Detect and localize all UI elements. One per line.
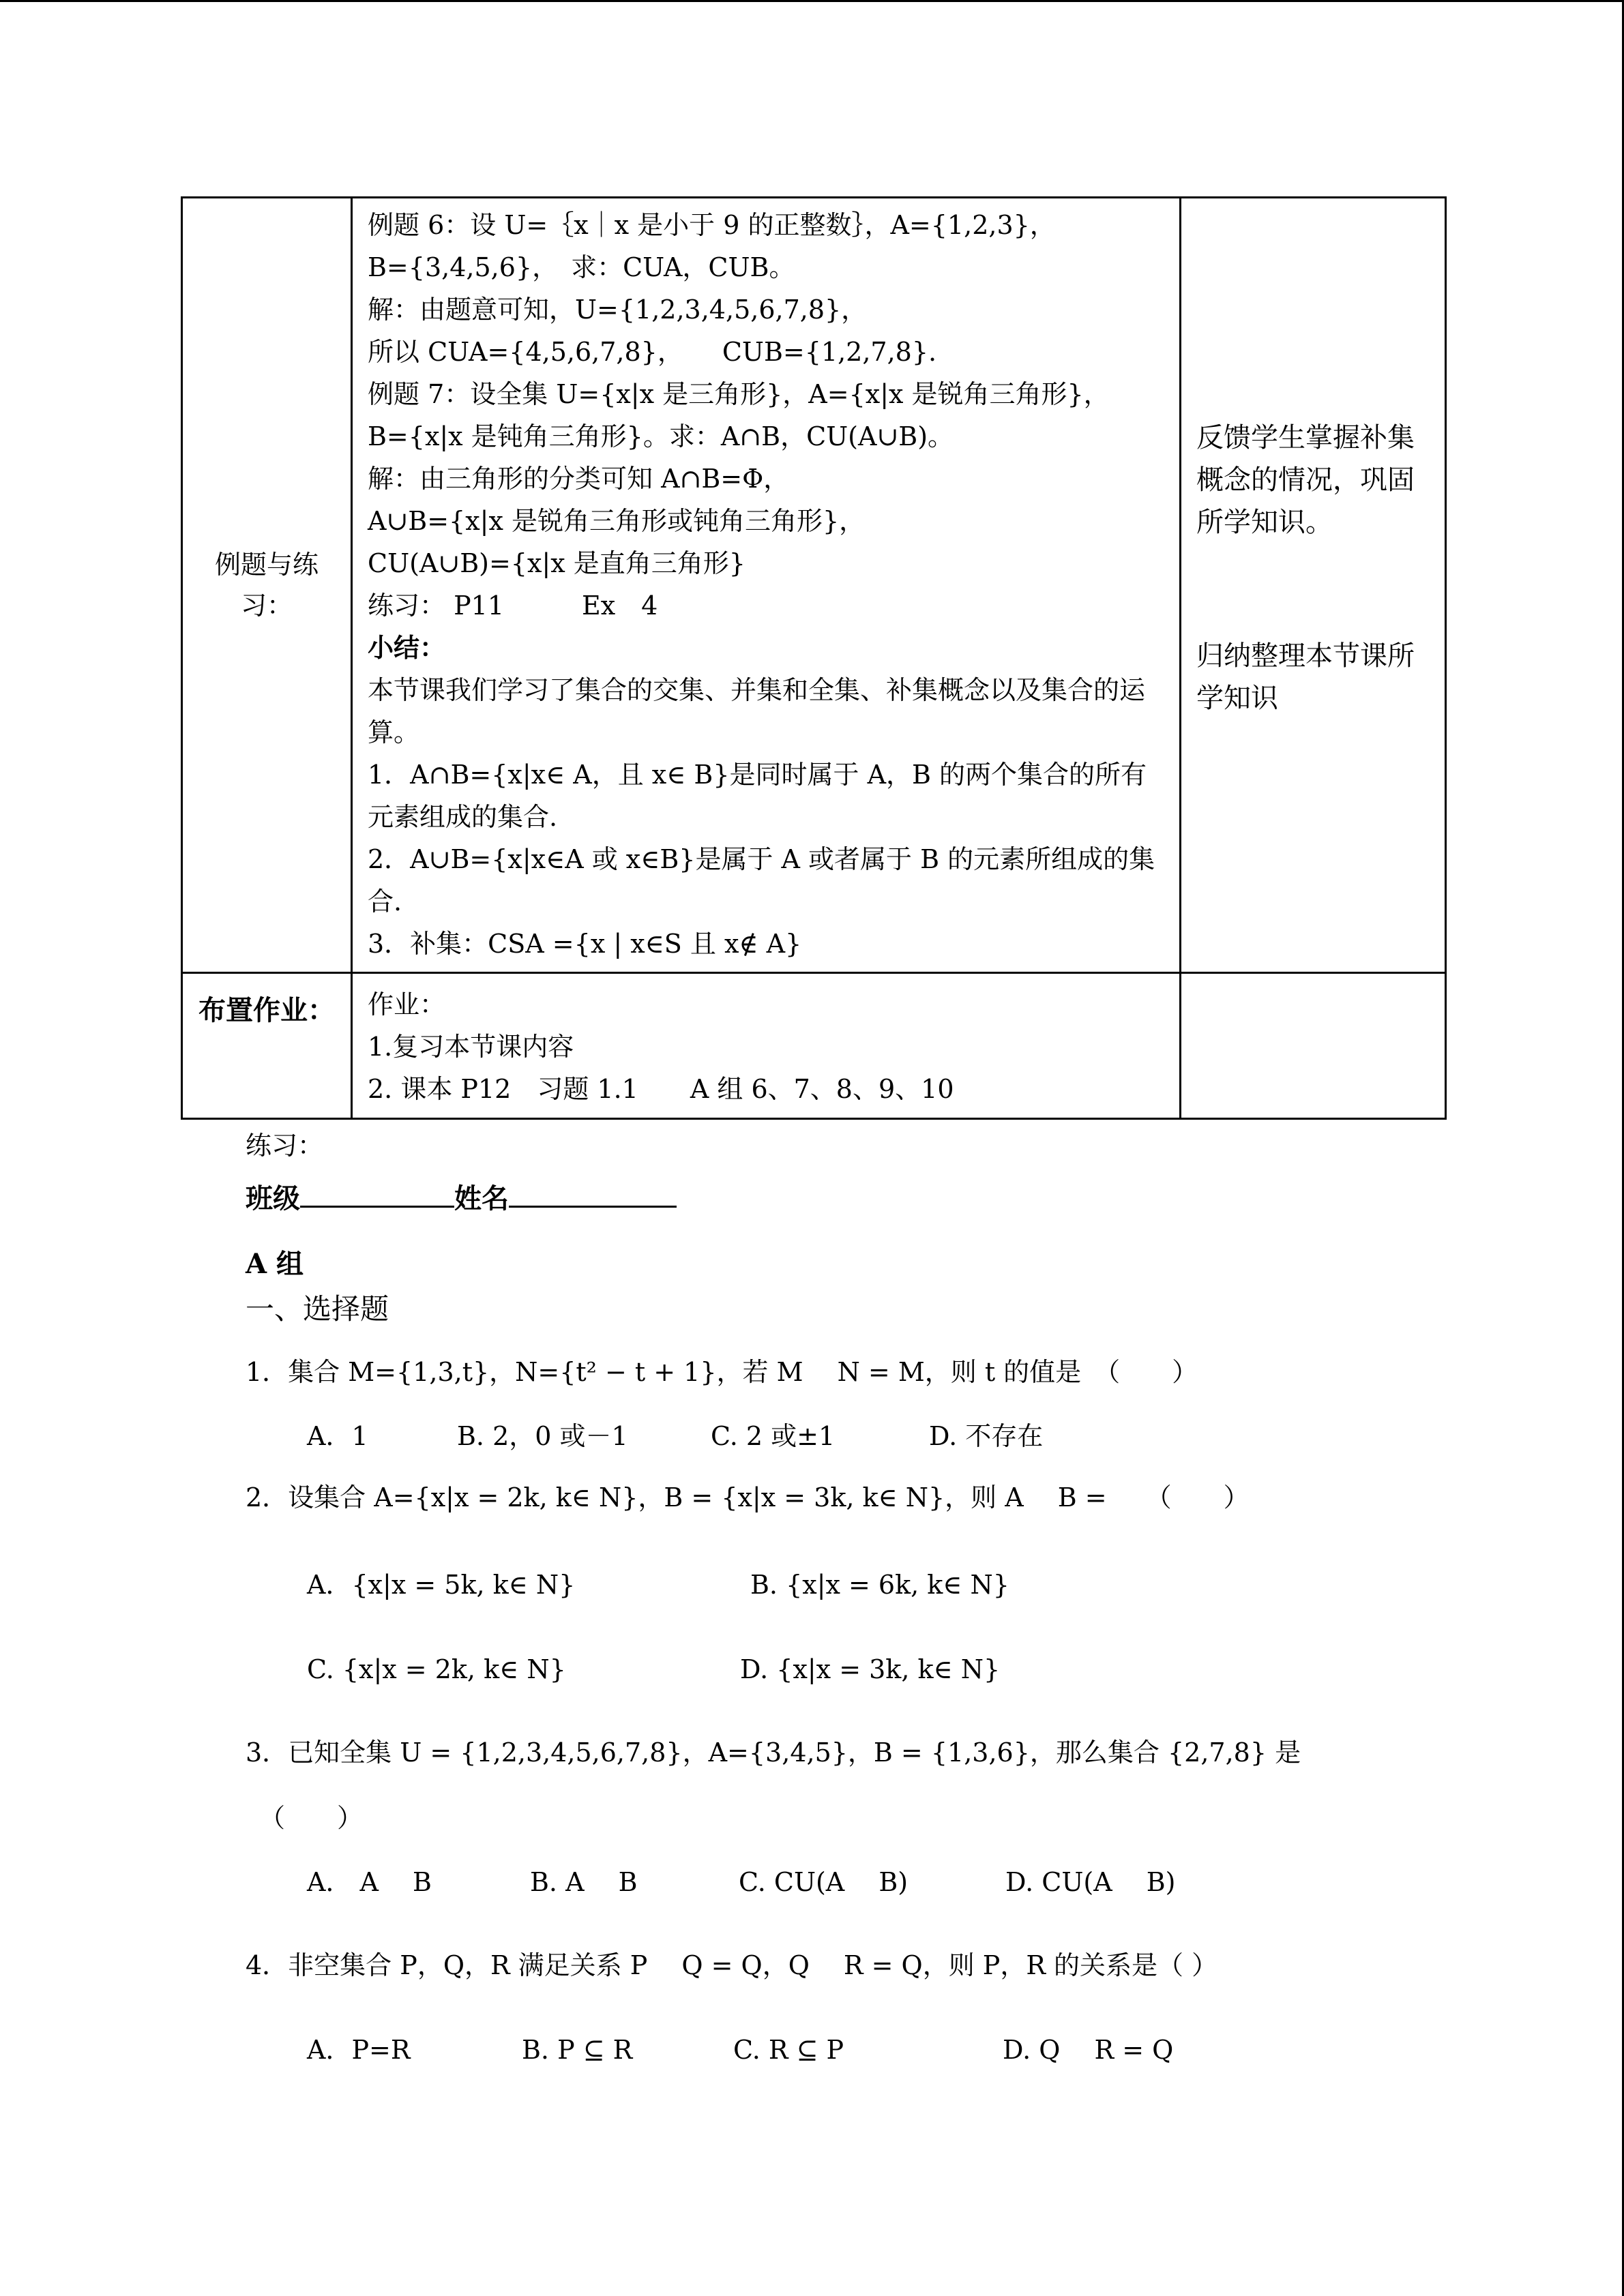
group-label: A 组 (246, 1248, 304, 1280)
row-label-homework-text: 布置作业： (198, 994, 335, 1026)
row-label-examples-text: 例题与练习： (214, 550, 319, 621)
examples-content (352, 198, 1181, 973)
example-line: 解：由三角形的分类可知 A∩B=Φ， (368, 464, 790, 494)
class-name-line (246, 1178, 677, 1219)
homework-line: 作业： (368, 989, 446, 1019)
homework-line: 1.复习本节课内容 (368, 1032, 574, 1062)
q3-option-c: C. CU(A B) (739, 1867, 909, 1897)
q3-answer-paren: （ ） (259, 1803, 364, 1833)
q2-option-a: A．{x|x = 5k, k∈ N} (307, 1570, 576, 1600)
summary-intro: 本节课我们学习了集合的交集、并集和全集、补集概念以及集合的运算。 (368, 675, 1146, 747)
q1-option-b: B. 2，0 或－1 (457, 1421, 628, 1451)
example-line: 练习： P11 Ex 4 (368, 591, 658, 621)
summary-item-1: 1．A∩B={x|x∈ A，且 x∈ B}是同时属于 A，B 的两个集合的所有元素组成的集合. (368, 760, 1147, 832)
teaching-notes (1181, 198, 1446, 973)
q3-option-b: B. A B (530, 1867, 638, 1897)
q1-option-c: C. 2 或±1 (711, 1421, 836, 1451)
question-4: 4．非空集合 P，Q，R 满足关系 P Q = Q，Q R = Q，则 P，R 的关系是（ ） (246, 1950, 1218, 1980)
homework-notes-empty (1181, 973, 1446, 1119)
example-line: 所以 CUA={4,5,6,7,8}， CUB={1,2,7,8}. (368, 337, 937, 367)
row-label-homework (182, 973, 352, 1119)
row-label-examples (182, 198, 352, 973)
example-line: B={3,4,5,6}， 求：CUA，CUB。 (368, 252, 795, 282)
example-line: 例题 7：设全集 U={x|x 是三角形}，A={x|x 是锐角三角形}， (368, 379, 1110, 409)
example-line: 例题 6：设 U=｛x｜x 是小于 9 的正整数｝，A={1,2,3}， (368, 210, 1056, 240)
lesson-table (181, 196, 1447, 1120)
summary-item-3: 3．补集：CSA ={x | x∈S 且 x∉ A} (368, 929, 802, 959)
section-title: 一、选择题 (246, 1292, 389, 1326)
class-blank[interactable] (300, 1178, 454, 1208)
q4-option-a: A．P=R (307, 2035, 411, 2065)
homework-line: 2. 课本 P12 习题 1.1 A 组 6、7、8、9、10 (368, 1074, 954, 1104)
q2-option-c: C. {x|x = 2k, k∈ N} (307, 1654, 566, 1684)
q2-option-d: D. {x|x = 3k, k∈ N} (740, 1654, 1001, 1684)
q2-option-b: B. {x|x = 6k, k∈ N} (750, 1570, 1009, 1600)
q1-option-a: A．1 (307, 1421, 368, 1451)
note-feedback: 反馈学生掌握补集概念的情况，巩固所学知识。 (1196, 422, 1415, 538)
q4-option-d: D. Q R = Q (1003, 2035, 1174, 2065)
note-summary: 归纳整理本节课所学知识 (1196, 640, 1415, 714)
class-label: 班级 (246, 1182, 300, 1214)
example-line: B={x|x 是钝角三角形}。求：A∩B，CU(A∪B)。 (368, 421, 954, 451)
summary-item-2: 2．A∪B={x|x∈A 或 x∈B}是属于 A 或者属于 B 的元素所组成的集合. (368, 844, 1155, 916)
q4-option-b: B. P ⊆ R (522, 2035, 633, 2065)
example-line: 解：由题意可知，U={1,2,3,4,5,6,7,8}， (368, 295, 868, 325)
example-line: A∪B={x|x 是锐角三角形或钝角三角形}， (368, 506, 866, 536)
page-border-top (0, 0, 1624, 2)
q1-option-d: D. 不存在 (929, 1421, 1044, 1451)
homework-content (352, 973, 1181, 1119)
summary-title: 小结： (368, 632, 446, 663)
name-blank[interactable] (509, 1178, 677, 1208)
name-label: 姓名 (454, 1182, 509, 1214)
q3-option-d: D. CU(A B) (1005, 1867, 1176, 1897)
question-2: 2．设集合 A={x|x = 2k, k∈ N}，B = {x|x = 3k, k∈ N}，则 A B = （ ） (246, 1482, 1250, 1512)
q3-option-a: A． A B (307, 1867, 432, 1897)
exercise-heading: 练习： (246, 1131, 324, 1161)
example-line: CU(A∪B)={x|x 是直角三角形} (368, 548, 745, 578)
question-1: 1．集合 M={1,3,t}，N={t² − t + 1}，若 M N = M，则 t 的值是 （ ） (246, 1357, 1198, 1387)
question-3: 3．已知全集 U = {1,2,3,4,5,6,7,8}，A={3,4,5}，B = {1,3,6}，那么集合 {2,7,8} 是 (246, 1738, 1301, 1768)
q4-option-c: C. R ⊆ P (733, 2035, 844, 2065)
